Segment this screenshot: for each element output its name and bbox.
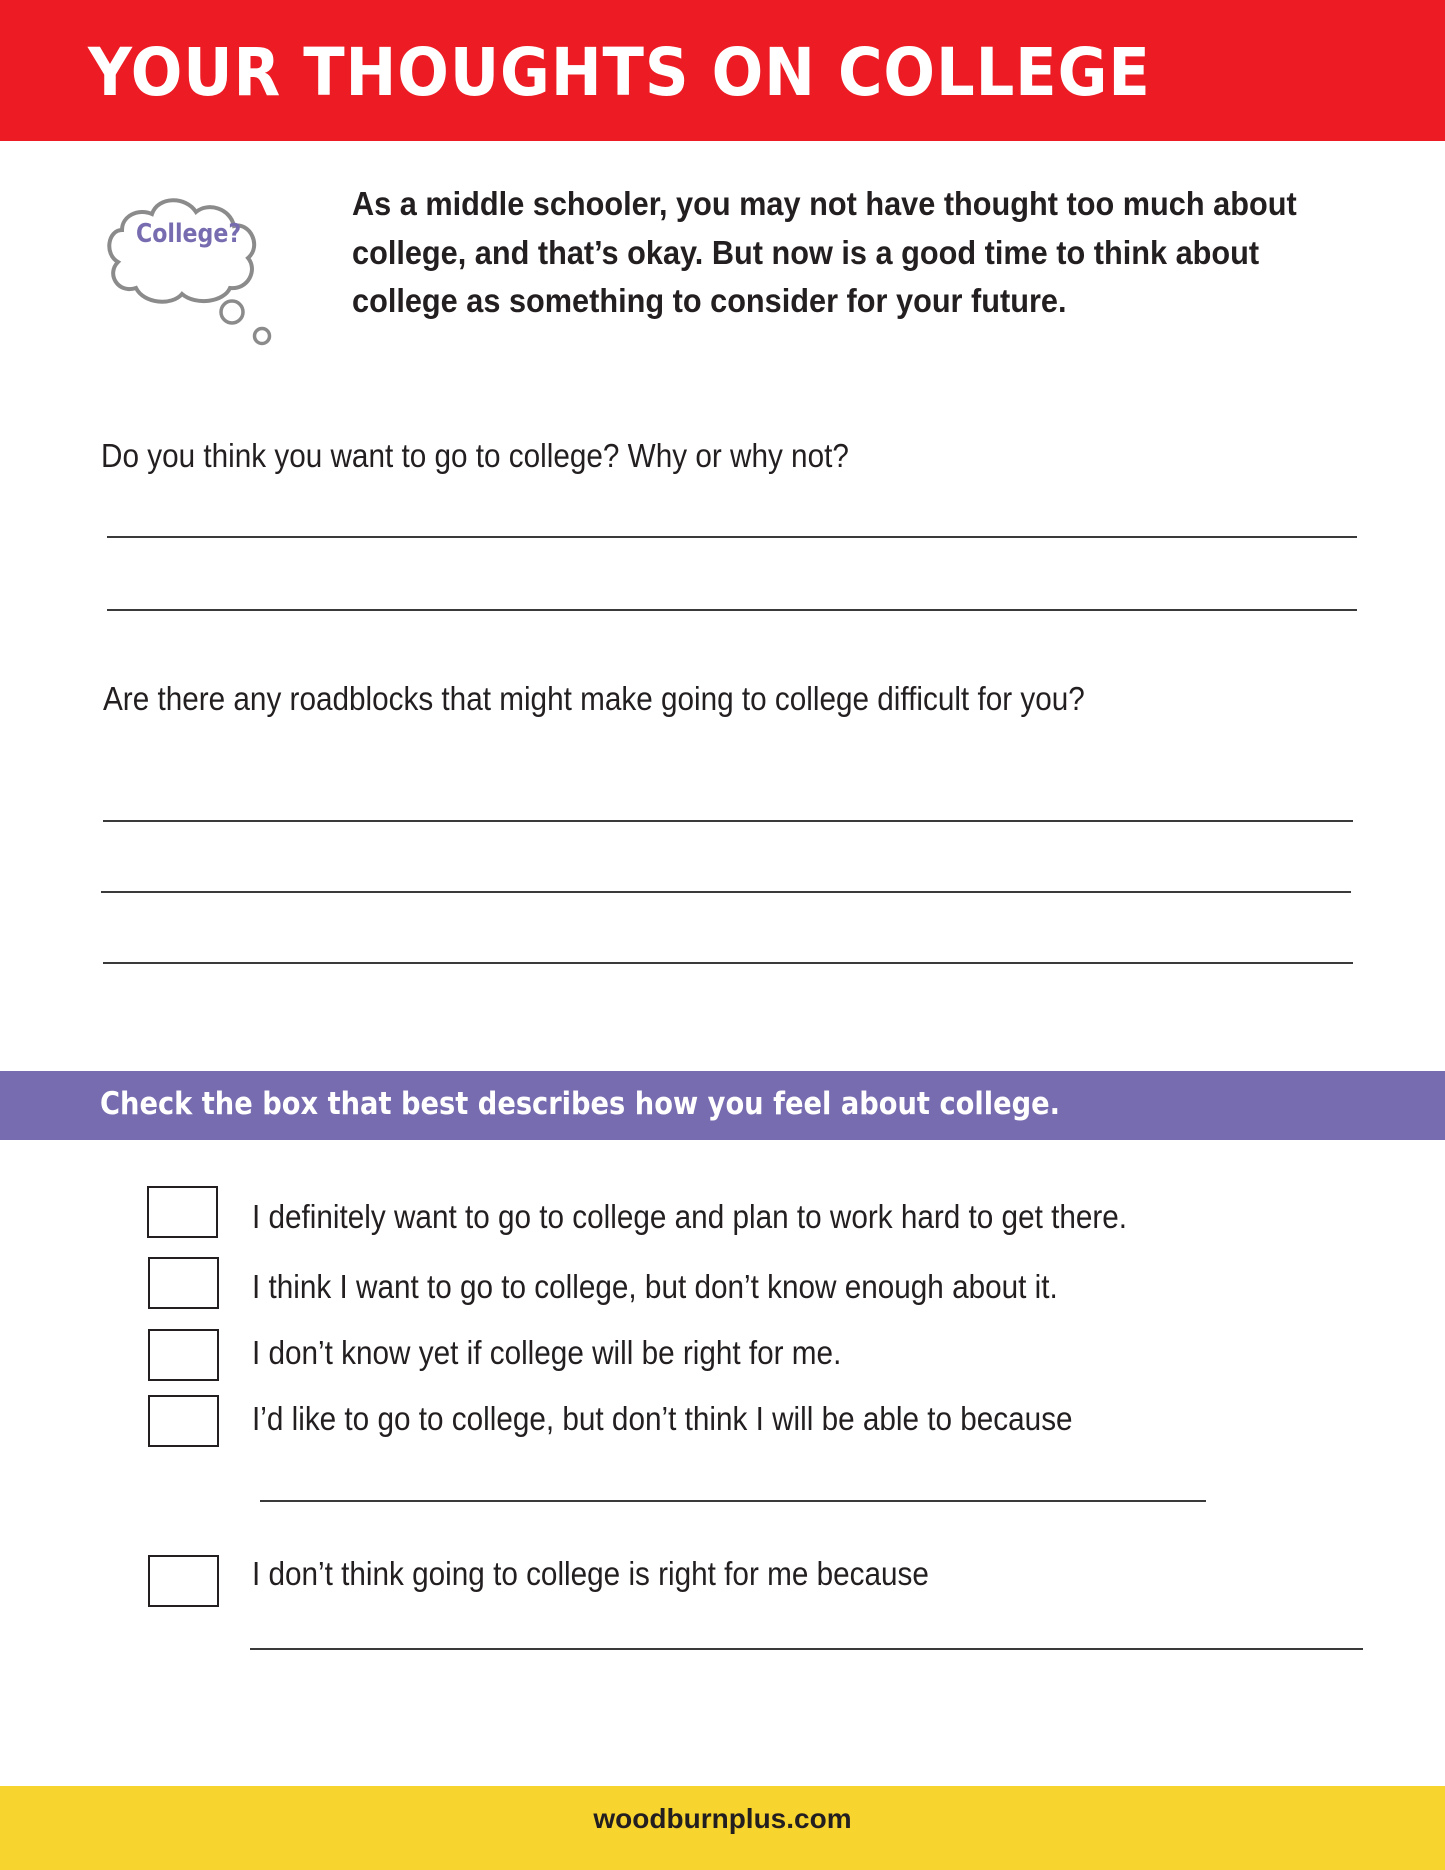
answer-line[interactable] xyxy=(107,609,1357,611)
option-4-answer-line[interactable] xyxy=(260,1500,1206,1502)
intro-paragraph: As a middle schooler, you may not have thought too much about college, and that’s okay. But now is a good time to think about college as something to consider for your future. xyxy=(352,185,1297,319)
thought-bubble-icon xyxy=(100,172,280,352)
option-1-label: I definitely want to go to college and plan to work hard to get there. xyxy=(252,1198,1128,1235)
page-title: YOUR THOUGHTS ON COLLEGE xyxy=(88,34,1151,111)
option-2-label: I think I want to go to college, but don’t know enough about it. xyxy=(252,1268,1058,1305)
answer-line[interactable] xyxy=(107,536,1357,538)
answer-line[interactable] xyxy=(103,962,1353,964)
option-4-label: I’d like to go to college, but don’t think I will be able to because xyxy=(252,1400,1073,1437)
checkbox-option-4[interactable] xyxy=(148,1395,219,1447)
thought-bubble-label: College? xyxy=(136,219,242,249)
option-5-label: I don’t think going to college is right for me because xyxy=(252,1555,929,1592)
instruction-text: Check the box that best describes how you feel about college. xyxy=(100,1086,1060,1122)
checkbox-option-1[interactable] xyxy=(147,1186,218,1238)
checkbox-option-5[interactable] xyxy=(148,1555,219,1607)
checkbox-option-3[interactable] xyxy=(148,1329,219,1381)
option-5-answer-line[interactable] xyxy=(250,1648,1363,1650)
footer-website: woodburnplus.com xyxy=(593,1803,852,1834)
question-2: Are there any roadblocks that might make going to college difficult for you? xyxy=(103,680,1085,717)
answer-line[interactable] xyxy=(103,820,1353,822)
question-1: Do you think you want to go to college? Why or why not? xyxy=(101,437,849,474)
option-3-label: I don’t know yet if college will be right for me. xyxy=(252,1334,842,1371)
checkbox-option-2[interactable] xyxy=(148,1257,219,1309)
answer-line[interactable] xyxy=(101,891,1351,893)
